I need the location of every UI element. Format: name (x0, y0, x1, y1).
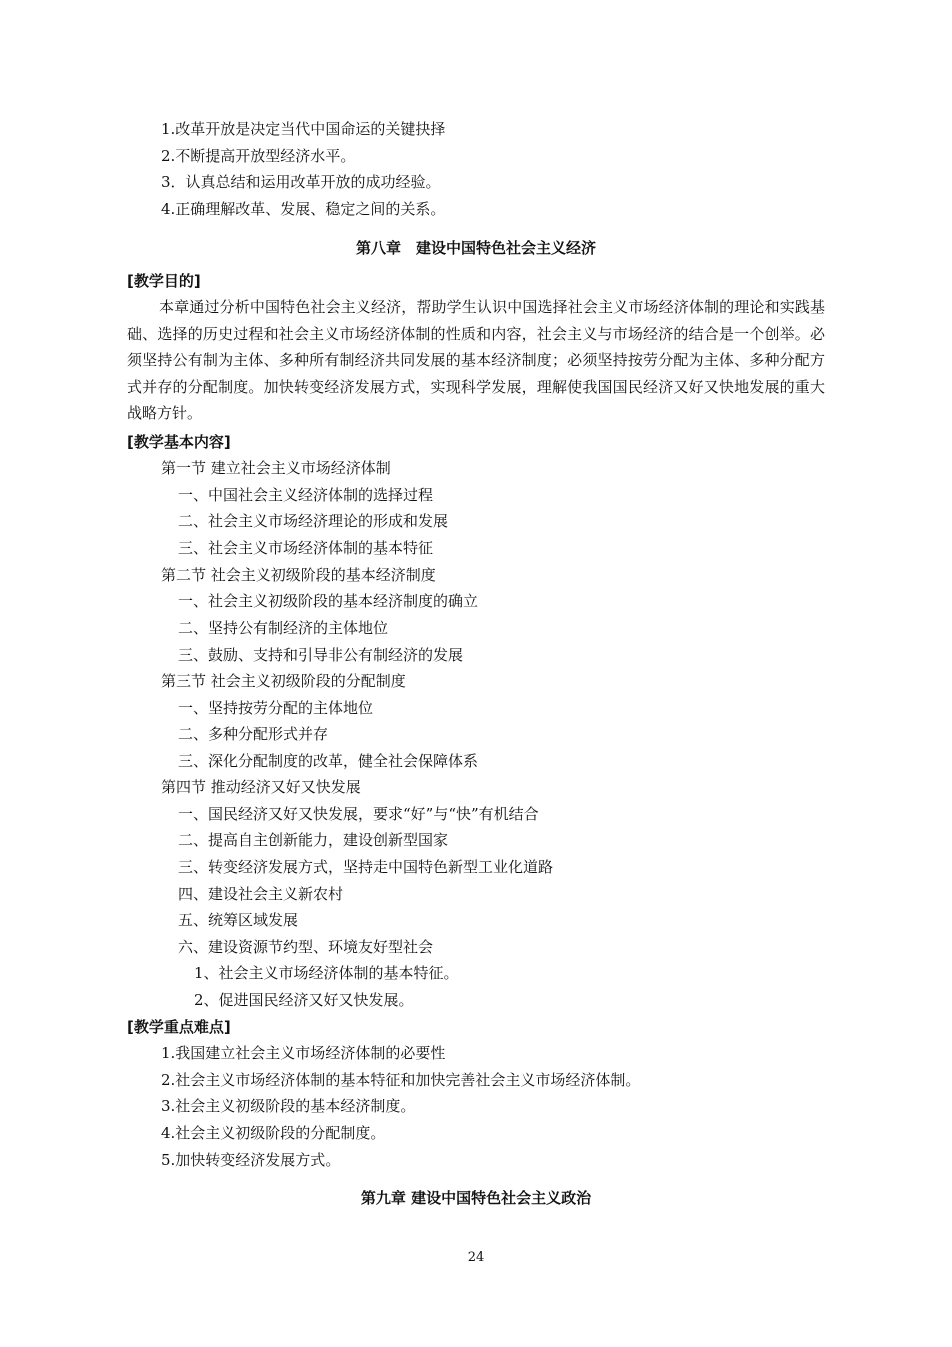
section-title: 第二节 社会主义初级阶段的基本经济制度 (161, 566, 436, 584)
section-item: 三、深化分配制度的改革，健全社会保障体系 (178, 752, 479, 770)
section-title: 第四节 推动经济又好又快发展 (161, 778, 361, 796)
prev-item: 2.不断提高开放型经济水平。 (161, 147, 356, 165)
content-heading: [教学基本内容] (127, 433, 231, 451)
section-item: 五、统筹区域发展 (178, 911, 299, 929)
objective-heading: [教学目的] (127, 272, 201, 290)
section-title: 第三节 社会主义初级阶段的分配制度 (161, 672, 406, 690)
prev-item: 4.正确理解改革、发展、稳定之间的关系。 (161, 200, 446, 218)
prev-item: 1.改革开放是决定当代中国命运的关键抉择 (161, 120, 446, 138)
section-item: 六、建设资源节约型、环境友好型社会 (178, 938, 434, 956)
section-item: 二、社会主义市场经济理论的形成和发展 (178, 512, 449, 530)
section-item: 一、中国社会主义经济体制的选择过程 (178, 486, 434, 504)
key-item: 3.社会主义初级阶段的基本经济制度。 (161, 1097, 416, 1115)
key-heading: [教学重点难点] (127, 1018, 231, 1036)
sub-item: 1、社会主义市场经济体制的基本特征。 (194, 964, 459, 982)
objective-text: 本章通过分析中国特色社会主义经济，帮助学生认识中国选择社会主义市场经济体制的理论和实践基础、选择的历史过程和社会主义市场经济体制的性质和内容，社会主义与市场经济的结合是一个创举。必须坚持公有制为主体、多种所有制经济共同发展的基本经济制度；必须坚持按劳分配为主体、多种分配方式并存的分配制度。加快转变经济发展方式，实现科学发展，理解使我国国民经济又好又快地发展的重大战略方针。 (127, 298, 825, 423)
sub-item: 2、促进国民经济又好又快发展。 (194, 991, 414, 1009)
section-title: 第一节 建立社会主义市场经济体制 (161, 459, 391, 477)
section-item: 一、坚持按劳分配的主体地位 (178, 699, 374, 717)
section-item: 四、建设社会主义新农村 (178, 885, 344, 903)
section-item: 三、转变经济发展方式，坚持走中国特色新型工业化道路 (178, 858, 554, 876)
key-item: 4.社会主义初级阶段的分配制度。 (161, 1124, 386, 1142)
section-item: 一、国民经济又好又快发展，要求“好”与“快”有机结合 (178, 805, 539, 823)
section-item: 二、多种分配形式并存 (178, 725, 329, 743)
prev-item: 3．认真总结和运用改革开放的成功经验。 (161, 173, 441, 191)
section-item: 三、社会主义市场经济体制的基本特征 (178, 539, 434, 557)
chapter8-title: 第八章 建设中国特色社会主义经济 (355, 239, 596, 257)
page-number: 24 (467, 1250, 485, 1265)
section-item: 一、社会主义初级阶段的基本经济制度的确立 (178, 592, 479, 610)
key-item: 1.我国建立社会主义市场经济体制的必要性 (161, 1044, 446, 1062)
section-item: 二、坚持公有制经济的主体地位 (178, 619, 389, 637)
key-item: 2.社会主义市场经济体制的基本特征和加快完善社会主义市场经济体制。 (161, 1071, 641, 1089)
chapter9-title: 第九章 建设中国特色社会主义政治 (360, 1189, 592, 1207)
key-item: 5.加快转变经济发展方式。 (161, 1151, 341, 1169)
section-item: 二、提高自主创新能力，建设创新型国家 (178, 831, 449, 849)
section-item: 三、鼓励、支持和引导非公有制经济的发展 (178, 646, 464, 664)
